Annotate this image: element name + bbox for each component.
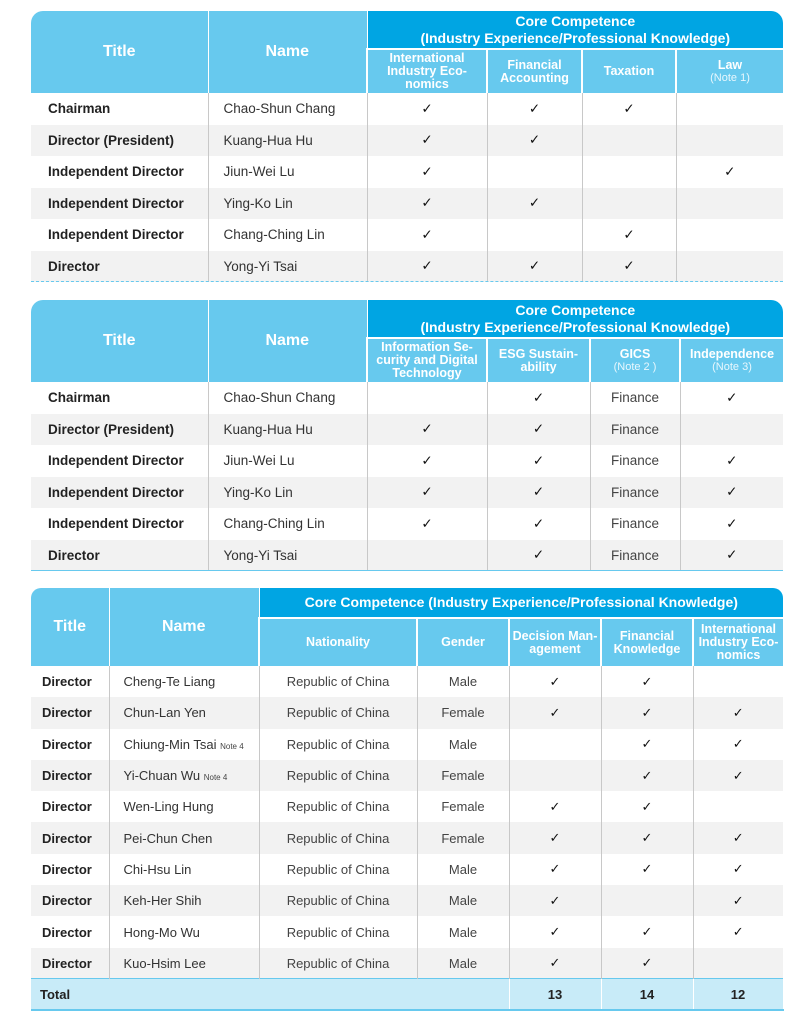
check-mark <box>693 948 783 979</box>
table-row <box>31 188 783 220</box>
total-row <box>31 979 783 1010</box>
note-1-label: (Note 1) <box>710 72 750 84</box>
row-title: Independent Director <box>31 219 208 251</box>
check-mark <box>693 791 783 822</box>
check-mark: ✓ <box>509 822 601 853</box>
table-row <box>31 125 783 157</box>
core-line1: Core Competence <box>515 12 636 29</box>
check-mark: ✓ <box>693 916 783 947</box>
nationality-value: Republic of China <box>259 697 417 728</box>
title-header: Title <box>31 300 208 382</box>
check-mark: ✓ <box>367 125 487 157</box>
note-2-label: (Note 2 ) <box>613 361 657 373</box>
table-row <box>31 729 783 760</box>
gics-value: Finance <box>590 477 680 509</box>
check-mark: ✓ <box>693 822 783 853</box>
col-header-decision-management: Decision Man-agement <box>509 618 601 666</box>
row-title: Director <box>31 729 109 760</box>
table-row <box>31 156 783 188</box>
section-divider <box>31 570 783 571</box>
section-divider <box>31 281 783 282</box>
check-mark: ✓ <box>487 445 590 477</box>
title-header: Title <box>31 11 208 93</box>
row-title: Director <box>31 760 109 791</box>
row-title: Director <box>31 540 208 572</box>
col-header-info-security: Information Se-curity and Digital Technology <box>367 338 487 382</box>
core-line2: (Industry Experience/Professional Knowledge) <box>420 318 731 335</box>
check-mark: ✓ <box>601 854 693 885</box>
gics-value: Finance <box>590 382 680 414</box>
gender-value: Female <box>417 760 509 791</box>
row-title: Director <box>31 697 109 728</box>
col-header-intl-economics: International Industry Eco-nomics <box>367 49 487 93</box>
total-intl-economics: 12 <box>693 979 783 1010</box>
col-header-gender: Gender <box>417 618 509 666</box>
check-mark <box>582 188 676 220</box>
nationality-value: Republic of China <box>259 854 417 885</box>
gics-value: Finance <box>590 540 680 572</box>
check-mark: ✓ <box>367 219 487 251</box>
competence-table-1 <box>31 11 783 282</box>
table-row <box>31 414 783 446</box>
check-mark: ✓ <box>487 382 590 414</box>
row-name: Chiung-Min Tsai Note 4 <box>109 729 259 760</box>
check-mark <box>680 414 783 446</box>
row-name: Chi-Hsu Lin <box>109 854 259 885</box>
gics-value: Finance <box>590 414 680 446</box>
row-name: Chang-Ching Lin <box>208 508 367 540</box>
col-header-nationality: Nationality <box>259 618 417 666</box>
check-mark: ✓ <box>367 156 487 188</box>
check-mark: ✓ <box>680 508 783 540</box>
check-mark <box>487 156 582 188</box>
check-mark: ✓ <box>367 188 487 220</box>
check-mark: ✓ <box>601 666 693 697</box>
check-mark: ✓ <box>487 508 590 540</box>
col-header-gics: GICS (Note 2 ) <box>590 338 680 382</box>
note-4-label: Note 4 <box>203 773 228 783</box>
check-mark: ✓ <box>601 729 693 760</box>
gender-value: Male <box>417 948 509 979</box>
check-mark: ✓ <box>367 477 487 509</box>
col-header-taxation: Taxation <box>582 49 676 93</box>
check-mark: ✓ <box>582 219 676 251</box>
check-mark: ✓ <box>367 445 487 477</box>
check-mark: ✓ <box>680 540 783 572</box>
row-title: Director <box>31 854 109 885</box>
row-title: Director <box>31 822 109 853</box>
row-title: Director <box>31 948 109 979</box>
name-header: Name <box>109 588 259 666</box>
row-title: Director (President) <box>31 125 208 157</box>
gics-value: Finance <box>590 508 680 540</box>
check-mark: ✓ <box>487 125 582 157</box>
total-decision-management: 13 <box>509 979 601 1010</box>
check-mark: ✓ <box>509 697 601 728</box>
check-mark: ✓ <box>509 666 601 697</box>
nationality-value: Republic of China <box>259 666 417 697</box>
check-mark: ✓ <box>509 948 601 979</box>
row-name: Chang-Ching Lin <box>208 219 367 251</box>
check-mark <box>693 666 783 697</box>
check-mark: ✓ <box>680 445 783 477</box>
gender-value: Female <box>417 697 509 728</box>
check-mark: ✓ <box>367 251 487 283</box>
table-row <box>31 477 783 509</box>
row-title: Chairman <box>31 382 208 414</box>
row-name: Yi-Chuan Wu Note 4 <box>109 760 259 791</box>
check-mark: ✓ <box>509 854 601 885</box>
nationality-value: Republic of China <box>259 916 417 947</box>
check-mark <box>676 251 783 283</box>
table-row <box>31 93 783 125</box>
check-mark: ✓ <box>367 508 487 540</box>
core-line1: Core Competence <box>515 301 636 318</box>
check-mark: ✓ <box>680 382 783 414</box>
row-title: Director <box>31 791 109 822</box>
row-name: Chao-Shun Chang <box>208 382 367 414</box>
check-mark: ✓ <box>680 477 783 509</box>
row-title: Independent Director <box>31 156 208 188</box>
check-mark: ✓ <box>367 414 487 446</box>
competence-table-2 <box>31 300 783 571</box>
check-mark <box>509 729 601 760</box>
nationality-value: Republic of China <box>259 948 417 979</box>
row-name: Yong-Yi Tsai <box>208 251 367 283</box>
table-row <box>31 791 783 822</box>
col-header-financial-accounting: Financial Accounting <box>487 49 582 93</box>
table-row <box>31 854 783 885</box>
name-header: Name <box>208 300 367 382</box>
check-mark: ✓ <box>487 477 590 509</box>
check-mark <box>367 540 487 572</box>
row-title: Independent Director <box>31 445 208 477</box>
gender-value: Male <box>417 916 509 947</box>
check-mark <box>509 760 601 791</box>
core-competence-header <box>367 300 783 338</box>
table-row <box>31 666 783 697</box>
row-name: Ying-Ko Lin <box>208 188 367 220</box>
col-header-intl-economics: International Industry Eco-nomics <box>693 618 783 666</box>
check-mark <box>601 885 693 916</box>
row-name: Hong-Mo Wu <box>109 916 259 947</box>
check-mark <box>676 188 783 220</box>
core-line2: (Industry Experience/Professional Knowledge) <box>420 29 731 46</box>
col-header-financial-knowledge: Financial Knowledge <box>601 618 693 666</box>
row-name: Jiun-Wei Lu <box>208 156 367 188</box>
col-header-independence: Independence (Note 3) <box>680 338 783 382</box>
gender-value: Female <box>417 822 509 853</box>
row-title: Director <box>31 885 109 916</box>
row-name: Kuang-Hua Hu <box>208 125 367 157</box>
table-row <box>31 219 783 251</box>
check-mark <box>582 156 676 188</box>
table-row <box>31 697 783 728</box>
competence-table-3 <box>31 588 784 1011</box>
check-mark: ✓ <box>601 697 693 728</box>
gender-value: Male <box>417 885 509 916</box>
nationality-value: Republic of China <box>259 760 417 791</box>
gender-value: Male <box>417 854 509 885</box>
check-mark <box>487 219 582 251</box>
check-mark: ✓ <box>601 822 693 853</box>
check-mark <box>676 93 783 125</box>
check-mark: ✓ <box>693 854 783 885</box>
table-row <box>31 948 783 979</box>
check-mark <box>676 125 783 157</box>
row-name: Keh-Her Shih <box>109 885 259 916</box>
nationality-value: Republic of China <box>259 885 417 916</box>
core-competence-header: Core Competence (Industry Experience/Professional Knowledge) <box>259 588 783 618</box>
check-mark: ✓ <box>487 414 590 446</box>
check-mark: ✓ <box>487 93 582 125</box>
row-title: Director <box>31 916 109 947</box>
check-mark: ✓ <box>693 697 783 728</box>
row-title: Chairman <box>31 93 208 125</box>
table-row <box>31 822 783 853</box>
table-row <box>31 251 783 283</box>
row-name: Chao-Shun Chang <box>208 93 367 125</box>
col-header-esg: ESG Sustain-ability <box>487 338 590 382</box>
gender-value: Male <box>417 729 509 760</box>
check-mark: ✓ <box>601 948 693 979</box>
table-row <box>31 445 783 477</box>
name-header: Name <box>208 11 367 93</box>
check-mark: ✓ <box>582 251 676 283</box>
nationality-value: Republic of China <box>259 791 417 822</box>
check-mark: ✓ <box>693 885 783 916</box>
row-title: Director <box>31 666 109 697</box>
row-title: Director <box>31 251 208 283</box>
core-competence-header <box>367 11 783 49</box>
check-mark: ✓ <box>367 93 487 125</box>
row-name: Ying-Ko Lin <box>208 477 367 509</box>
check-mark: ✓ <box>487 540 590 572</box>
gender-value: Female <box>417 791 509 822</box>
table-row <box>31 760 783 791</box>
total-label: Total <box>31 979 509 1010</box>
nationality-value: Republic of China <box>259 822 417 853</box>
check-mark: ✓ <box>601 916 693 947</box>
row-name: Jiun-Wei Lu <box>208 445 367 477</box>
check-mark: ✓ <box>509 916 601 947</box>
col-header-law: Law (Note 1) <box>676 49 783 93</box>
row-name: Kuo-Hsim Lee <box>109 948 259 979</box>
check-mark: ✓ <box>693 760 783 791</box>
check-mark: ✓ <box>676 156 783 188</box>
check-mark: ✓ <box>601 760 693 791</box>
nationality-value: Republic of China <box>259 729 417 760</box>
check-mark <box>676 219 783 251</box>
check-mark <box>367 382 487 414</box>
check-mark: ✓ <box>601 791 693 822</box>
row-title: Independent Director <box>31 477 208 509</box>
gender-value: Male <box>417 666 509 697</box>
check-mark: ✓ <box>509 885 601 916</box>
check-mark: ✓ <box>693 729 783 760</box>
row-name: Kuang-Hua Hu <box>208 414 367 446</box>
table-row <box>31 540 783 572</box>
check-mark: ✓ <box>487 188 582 220</box>
row-name: Cheng-Te Liang <box>109 666 259 697</box>
check-mark <box>582 125 676 157</box>
title-header: Title <box>31 588 109 666</box>
row-name: Wen-Ling Hung <box>109 791 259 822</box>
row-title: Director (President) <box>31 414 208 446</box>
row-name: Yong-Yi Tsai <box>208 540 367 572</box>
check-mark: ✓ <box>582 93 676 125</box>
row-name: Pei-Chun Chen <box>109 822 259 853</box>
check-mark: ✓ <box>509 791 601 822</box>
note-3-label: (Note 3) <box>712 361 752 373</box>
table-row <box>31 508 783 540</box>
total-financial-knowledge: 14 <box>601 979 693 1010</box>
check-mark: ✓ <box>487 251 582 283</box>
row-title: Independent Director <box>31 188 208 220</box>
table-row <box>31 916 783 947</box>
gics-value: Finance <box>590 445 680 477</box>
table-row <box>31 885 783 916</box>
note-4-label: Note 4 <box>220 741 244 751</box>
table-row <box>31 382 783 414</box>
row-title: Independent Director <box>31 508 208 540</box>
row-name: Chun-Lan Yen <box>109 697 259 728</box>
